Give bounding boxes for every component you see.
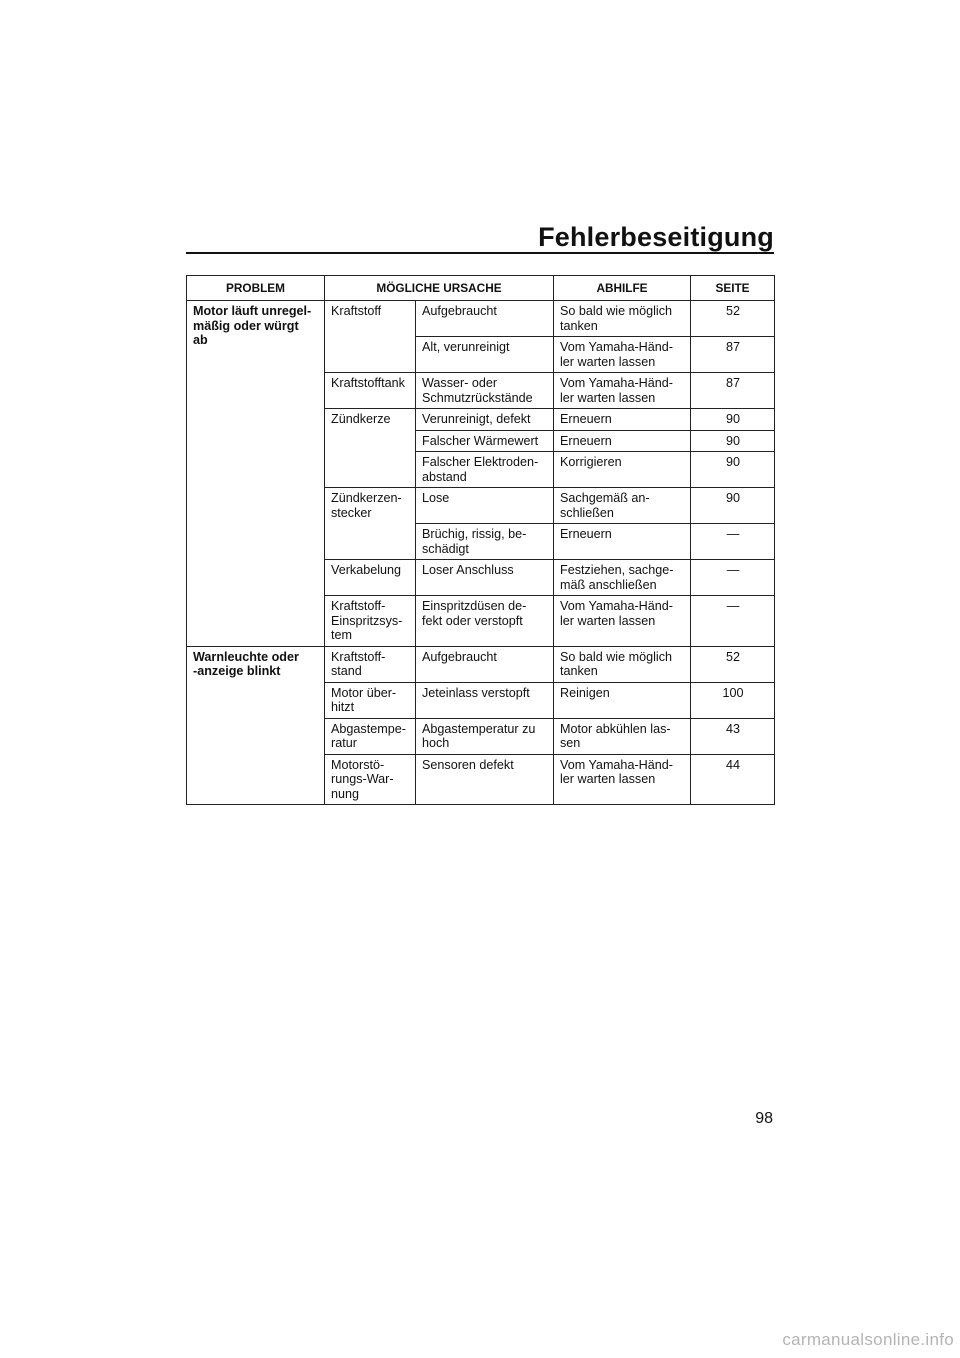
remedy-cell: Motor abkühlen las- sen	[554, 718, 691, 754]
detail-cell: Abgastemperatur zu hoch	[416, 718, 554, 754]
title-divider	[186, 252, 774, 254]
page-cell: 43	[691, 718, 775, 754]
column-header-cause: MÖGLICHE URSACHE	[325, 276, 554, 301]
remedy-cell: Vom Yamaha-Händ- ler warten lassen	[554, 337, 691, 373]
detail-cell: Falscher Elektroden- abstand	[416, 452, 554, 488]
cause-cell: Verkabelung	[325, 560, 416, 596]
page-title: Fehlerbeseitigung	[538, 222, 774, 252]
remedy-cell: So bald wie möglich tanken	[554, 646, 691, 682]
page-cell: 90	[691, 409, 775, 431]
table-row	[187, 301, 775, 337]
remedy-cell: Reinigen	[554, 682, 691, 718]
cause-cell: Abgastempe- ratur	[325, 718, 416, 754]
table-row	[187, 646, 775, 682]
page-number: 98	[755, 1110, 773, 1127]
detail-cell: Lose	[416, 488, 554, 524]
table-header-row	[187, 276, 775, 301]
page-cell: 44	[691, 754, 775, 805]
detail-cell: Aufgebraucht	[416, 301, 554, 337]
detail-cell: Brüchig, rissig, be- schädigt	[416, 524, 554, 560]
detail-cell: Sensoren defekt	[416, 754, 554, 805]
remedy-cell: Vom Yamaha-Händ- ler warten lassen	[554, 596, 691, 647]
detail-cell: Loser Anschluss	[416, 560, 554, 596]
page-cell: —	[691, 524, 775, 560]
remedy-cell: Korrigieren	[554, 452, 691, 488]
detail-cell: Verunreinigt, defekt	[416, 409, 554, 431]
cause-cell: Kraftstoff- stand	[325, 646, 416, 682]
detail-cell: Falscher Wärmewert	[416, 430, 554, 452]
page-cell: 90	[691, 430, 775, 452]
cause-cell: Kraftstoff	[325, 301, 416, 373]
remedy-cell: Erneuern	[554, 524, 691, 560]
detail-cell: Einspritzdüsen de- fekt oder verstopft	[416, 596, 554, 647]
detail-cell: Aufgebraucht	[416, 646, 554, 682]
problem-cell: Warnleuchte oder -anzeige blinkt	[187, 646, 325, 805]
page-cell: —	[691, 596, 775, 647]
cause-cell: Kraftstoff- Einspritzsys- tem	[325, 596, 416, 647]
cause-cell: Kraftstofftank	[325, 373, 416, 409]
remedy-cell: Festziehen, sachge- mäß anschließen	[554, 560, 691, 596]
remedy-cell: Vom Yamaha-Händ- ler warten lassen	[554, 373, 691, 409]
watermark-link[interactable]: carmanualsonline.info	[782, 1330, 954, 1349]
page-cell: 87	[691, 373, 775, 409]
page-cell: 100	[691, 682, 775, 718]
cause-cell: Motorstö- rungs-War- nung	[325, 754, 416, 805]
troubleshooting-table	[186, 275, 775, 805]
remedy-cell: Erneuern	[554, 430, 691, 452]
page-cell: 52	[691, 301, 775, 337]
detail-cell: Wasser- oder Schmutzrückstände	[416, 373, 554, 409]
page-cell: 90	[691, 452, 775, 488]
page-cell: —	[691, 560, 775, 596]
column-header-remedy: ABHILFE	[554, 276, 691, 301]
remedy-cell: Erneuern	[554, 409, 691, 431]
remedy-cell: Sachgemäß an- schließen	[554, 488, 691, 524]
page-cell: 87	[691, 337, 775, 373]
column-header-problem: PROBLEM	[187, 276, 325, 301]
cause-cell: Zündkerze	[325, 409, 416, 488]
cause-cell: Motor über- hitzt	[325, 682, 416, 718]
remedy-cell: Vom Yamaha-Händ- ler warten lassen	[554, 754, 691, 805]
problem-cell: Motor läuft unregel- mäßig oder würgt ab	[187, 301, 325, 647]
cause-cell: Zündkerzen- stecker	[325, 488, 416, 560]
detail-cell: Jeteinlass verstopft	[416, 682, 554, 718]
remedy-cell: So bald wie möglich tanken	[554, 301, 691, 337]
column-header-page: SEITE	[691, 276, 775, 301]
page-cell: 52	[691, 646, 775, 682]
detail-cell: Alt, verunreinigt	[416, 337, 554, 373]
page-cell: 90	[691, 488, 775, 524]
